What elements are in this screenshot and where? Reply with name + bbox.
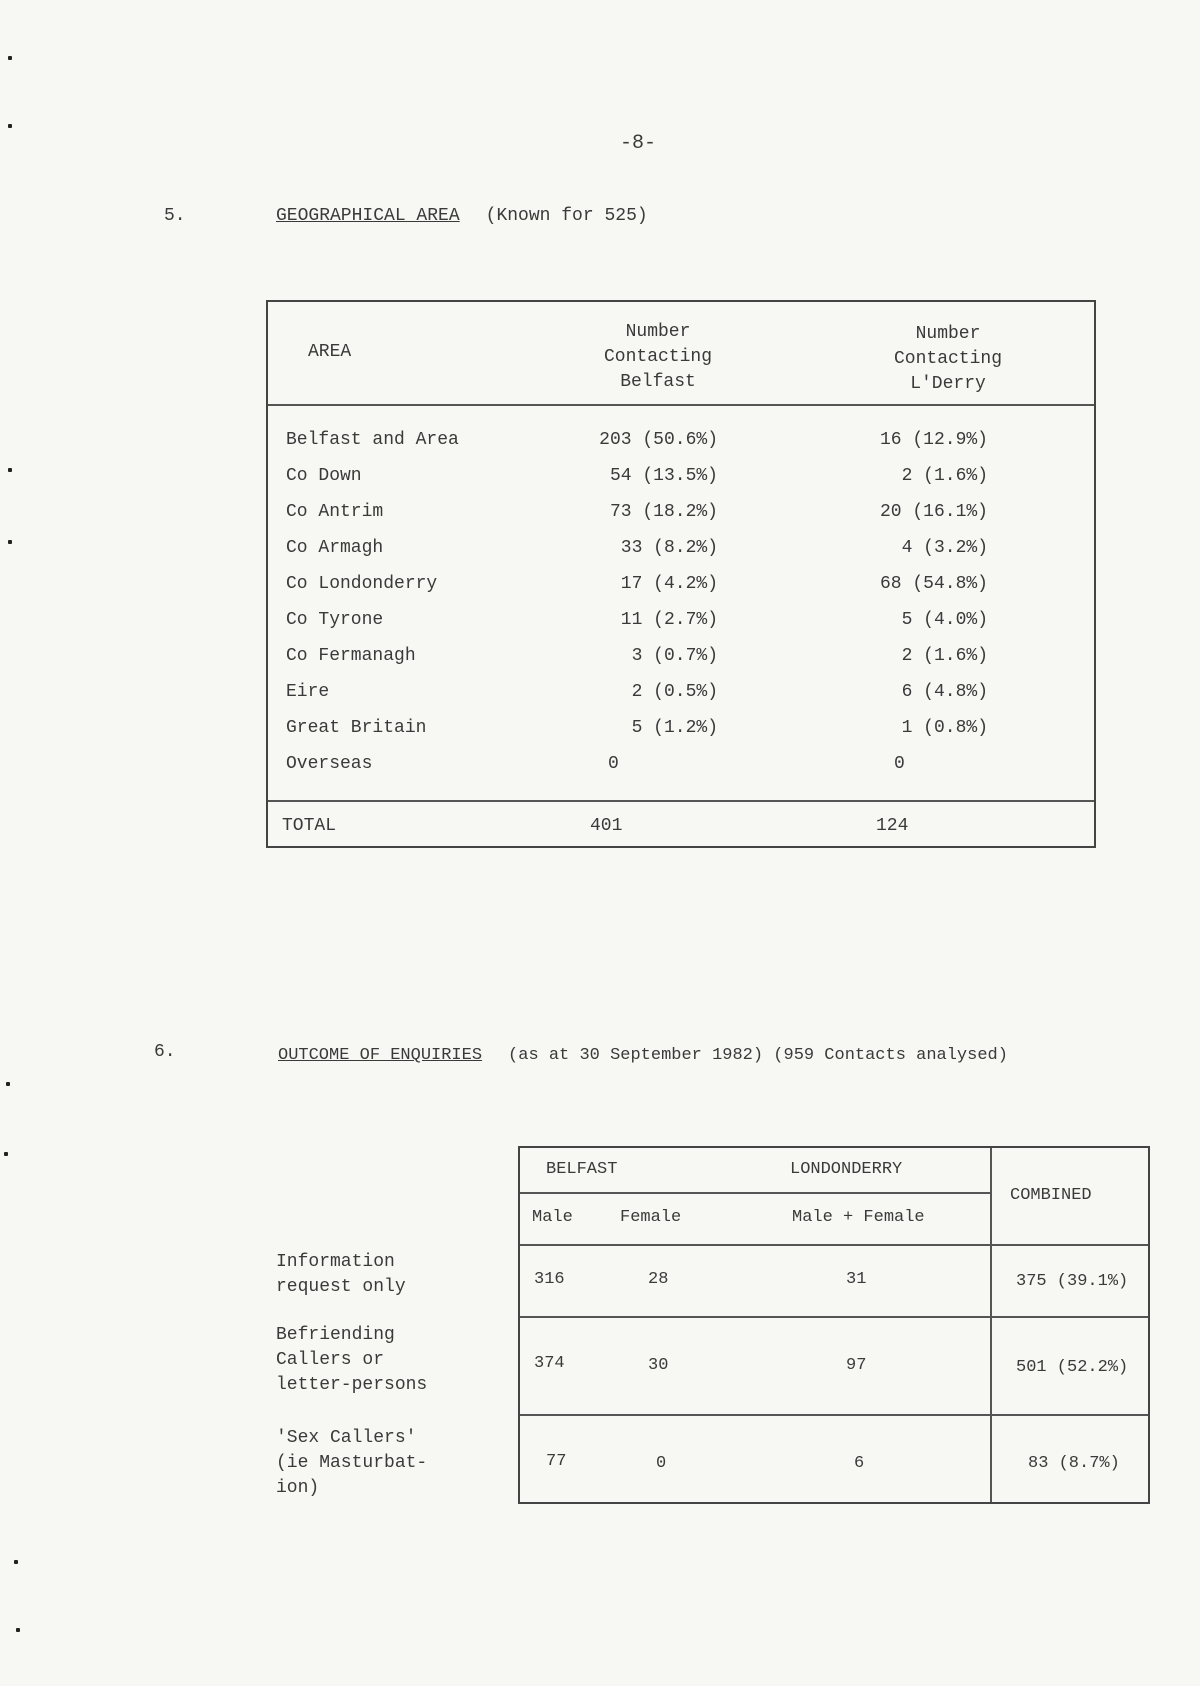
derry-cell: 16 (12.9%)	[879, 430, 988, 450]
outcome-table	[518, 1146, 1150, 1504]
column-header-derry: Number Contacting L'Derry	[893, 324, 1003, 394]
margin-mark	[6, 1082, 10, 1086]
derry-cell: 20 (16.1%)	[879, 502, 988, 522]
area-cell: Co Fermanagh	[286, 646, 416, 666]
belfast-cell: 17 (4.2%)	[620, 574, 718, 594]
section-note: (Known for 525)	[485, 206, 648, 226]
margin-mark	[4, 1152, 8, 1156]
section-number: 6.	[154, 1042, 176, 1062]
derry-cell: 0	[894, 754, 905, 774]
table-row	[268, 502, 1094, 538]
area-cell: Co Down	[286, 466, 362, 486]
table-row	[268, 574, 1094, 610]
derry-cell: 1 (0.8%)	[901, 718, 988, 738]
total-derry: 124	[876, 816, 909, 836]
table-row	[268, 430, 1094, 466]
belfast-cell: 3 (0.7%)	[631, 646, 718, 666]
area-cell: Belfast and Area	[286, 430, 459, 450]
derry-cell: 5 (4.0%)	[901, 610, 988, 630]
area-cell: Co Tyrone	[286, 610, 384, 630]
total-divider	[268, 800, 1094, 802]
table-row	[268, 646, 1094, 682]
row-label-befriending: Befriending Callers or letter-persons	[276, 1325, 428, 1395]
female-cell: 30	[648, 1356, 669, 1375]
combined-divider	[990, 1148, 992, 1502]
section-heading	[276, 206, 648, 226]
derry-cell: 6 (4.8%)	[901, 682, 988, 702]
male-cell: 316	[534, 1270, 565, 1289]
table-row	[268, 754, 1094, 790]
geographical-area-table	[266, 300, 1096, 848]
header-divider	[268, 404, 1094, 406]
derry-cell: 68 (54.8%)	[879, 574, 988, 594]
column-header-area: AREA	[308, 342, 352, 362]
derry-cell: 4 (3.2%)	[901, 538, 988, 558]
derry-cell: 31	[846, 1270, 867, 1289]
combined-header: COMBINED	[1010, 1186, 1092, 1205]
belfast-cell: 2 (0.5%)	[631, 682, 718, 702]
subheader-divider	[520, 1192, 990, 1194]
derry-cell: 97	[846, 1356, 867, 1375]
derry-cell: 2 (1.6%)	[901, 646, 988, 666]
table-row	[268, 538, 1094, 574]
margin-mark	[8, 468, 12, 472]
area-cell: Co Londonderry	[286, 574, 438, 594]
combined-cell: 375 (39.1%)	[1016, 1272, 1129, 1291]
margin-mark	[14, 1560, 18, 1564]
combined-cell: 501 (52.2%)	[1016, 1358, 1129, 1377]
area-cell: Overseas	[286, 754, 373, 774]
section-title: GEOGRAPHICAL AREA	[276, 206, 460, 226]
section-note: (as at 30 September 1982) (959 Contacts analysed)	[508, 1046, 1008, 1065]
row-divider	[520, 1414, 1148, 1416]
row-label-information: Information request only	[276, 1252, 406, 1297]
male-cell: 374	[534, 1354, 565, 1373]
derry-cell: 6	[854, 1454, 865, 1473]
table-row	[268, 610, 1094, 646]
londonderry-header: LONDONDERRY	[790, 1160, 903, 1179]
section-title: OUTCOME OF ENQUIRIES	[278, 1046, 483, 1065]
row-label-sex-callers: 'Sex Callers' (ie Masturbat- ion)	[276, 1428, 428, 1498]
table-row	[268, 682, 1094, 718]
male-female-header: Male + Female	[792, 1208, 925, 1227]
belfast-cell: 5 (1.2%)	[631, 718, 718, 738]
page-number: -8-	[620, 132, 657, 155]
total-row	[268, 816, 1094, 852]
total-belfast: 401	[590, 816, 623, 836]
margin-mark	[8, 540, 12, 544]
margin-mark	[8, 56, 12, 60]
total-label: TOTAL	[282, 816, 337, 836]
belfast-cell: 54 (13.5%)	[609, 466, 718, 486]
section-number: 5.	[164, 206, 186, 226]
belfast-cell: 33 (8.2%)	[620, 538, 718, 558]
column-header-belfast: Number Contacting Belfast	[603, 322, 713, 392]
belfast-cell: 11 (2.7%)	[620, 610, 718, 630]
header-divider	[520, 1244, 1148, 1246]
belfast-header: BELFAST	[546, 1160, 618, 1179]
section-heading	[278, 1046, 1008, 1065]
male-cell: 77	[546, 1452, 567, 1471]
belfast-cell: 73 (18.2%)	[609, 502, 718, 522]
male-header: Male	[532, 1208, 573, 1227]
combined-cell: 83 (8.7%)	[1028, 1454, 1120, 1473]
area-cell: Co Antrim	[286, 502, 384, 522]
female-cell: 28	[648, 1270, 669, 1289]
margin-mark	[8, 124, 12, 128]
area-cell: Eire	[286, 682, 330, 702]
margin-mark	[16, 1628, 20, 1632]
female-header: Female	[620, 1208, 682, 1227]
table-row	[268, 466, 1094, 502]
female-cell: 0	[656, 1454, 667, 1473]
row-divider	[520, 1316, 1148, 1318]
table-row	[268, 718, 1094, 754]
area-cell: Great Britain	[286, 718, 427, 738]
area-cell: Co Armagh	[286, 538, 384, 558]
belfast-cell: 0	[608, 754, 619, 774]
belfast-cell: 203 (50.6%)	[599, 430, 718, 450]
derry-cell: 2 (1.6%)	[901, 466, 988, 486]
